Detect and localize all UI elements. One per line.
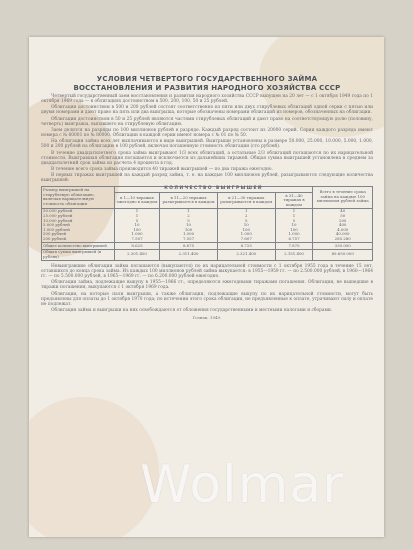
table-col-header: Всего в течение срока займа на каждые 100 миллионов рублей займа xyxy=(313,186,373,208)
prize-count: 100 xyxy=(290,226,298,232)
prize-count: 1.000 xyxy=(288,231,300,237)
prize-count: 1 xyxy=(135,208,139,214)
total-value: 2.301.400 xyxy=(114,249,159,260)
prize-count: 1.000 xyxy=(182,231,195,237)
bond-conditions xyxy=(41,75,373,320)
prize-count: 1 xyxy=(135,212,139,218)
prize-count: 100 xyxy=(184,226,193,232)
total-value: 330.000 xyxy=(313,243,373,250)
prize-count: 5 xyxy=(292,217,296,223)
total-label: Общая сумма выигрышей (в рублях) xyxy=(42,249,115,260)
paragraph: На облигации займа всех лет выплачиваются в виде выигрышей. Выигрыши установлены в размере 50.000, 25.000, 10.000, 5.000, 1.000, 500 и 200 рублей на облигацию в 100 рублей, включая погашенную стоимость облигации (сто рублей). xyxy=(41,139,373,150)
table-body xyxy=(42,208,373,260)
prize-count: 10 xyxy=(134,222,140,228)
prize-amount: 1.000 рублей xyxy=(43,226,70,232)
prize-count: 100 xyxy=(242,226,250,232)
prize-count: 2 xyxy=(187,212,190,218)
prize-count: 1 xyxy=(292,208,296,214)
amount-column xyxy=(42,208,115,242)
prize-count: 285.280 xyxy=(334,235,351,241)
prize-count: 1 xyxy=(292,212,296,218)
paragraph: Четвертый государственный заем восстановления и развития народного хозяйства СССР выпущен на 20 лет — с 1 октября 1949 года по 1 октября 1969 года — в облигациях достоинством в 500, 200, 100, 50 и 25 рублей. xyxy=(41,94,373,105)
table-total-row xyxy=(42,249,373,260)
table-corner-header: Размер выигрышей на стирублевую облигацию, включая нарицательную стоимость облигации xyxy=(42,186,115,208)
count-column xyxy=(217,208,275,242)
prize-count: 10 xyxy=(186,222,191,228)
watermark: Wolmar xyxy=(140,455,345,515)
prize-count: 4.000 xyxy=(337,226,349,232)
prize-amount: 500 рублей xyxy=(43,231,67,237)
prize-count: 7.557 xyxy=(182,235,195,241)
paragraph: Облигации достоинством в 500 и 200 рублей состоят соответственно из пяти или двух стирублевых облигаций одной серии с пятью или двумя номерами и дают право на пять или два выигрыша, которые обозначены номерами облигаций из номеров, обозначенных на облигации. xyxy=(41,105,373,116)
prize-count: 1 xyxy=(245,208,248,214)
prize-amount: 25.000 рублей xyxy=(43,212,73,218)
count-column xyxy=(313,208,373,242)
paragraph: Облигации займа и выигрыши на них освобождаются от обложения государственными и местными налогами и сборами. xyxy=(51,308,333,314)
prize-amount: 10.000 рублей xyxy=(43,217,73,223)
prize-count: 400 xyxy=(338,222,347,228)
prize-amount: 200 рублей xyxy=(43,235,67,241)
total-value: 2.151.400 xyxy=(275,249,313,260)
prize-count: 1 xyxy=(187,208,190,214)
prize-count: 7.507 xyxy=(131,235,143,241)
paragraph: Облигации, на которые пали выигрыши, а также облигации, подлежащие выкупу по их нарицательной стоимости, могут быть предъявлены для оплаты до 1 октября 1970 года; по истечении этого срока облигации, не предъявленные к оплате, утрачивают силу и оплате не подлежат. xyxy=(41,291,373,307)
count-column xyxy=(275,208,313,242)
prize-count: 5 xyxy=(187,217,190,223)
total-value: 2.311.400 xyxy=(160,249,218,260)
prize-count: 2 xyxy=(245,212,248,218)
paragraph: Заем делится на разряды по 100 миллионов рублей в разряде. Каждый разряд состоит из 20000 серий. Серии каждого разряда имеют номера с № 60001 по № 80000. Облигации в каждой серии имеют номера с № 01 по № 50. xyxy=(41,127,373,139)
table-col-header: в 21—30 тиражах разыгрывается в каждом xyxy=(217,193,275,209)
document-title xyxy=(41,75,373,92)
prize-count: 100 xyxy=(133,226,141,232)
total-value: 2.321.400 xyxy=(217,249,275,260)
prize-count: 5 xyxy=(245,217,248,223)
paragraph: Облигации займа, подлежащие выкупу в 1955—1966 гг., определяются ежегодными тиражами погашения. Облигации, не вышедшие в тиражи погашения, выкупаются с 1 октября 1969 года. xyxy=(41,280,373,291)
prize-count: 50 xyxy=(340,212,346,218)
paragraph: Невыигравшие облигации займа погашаются (выкупаются) по их нарицательной стоимости с 1 октября 1955 года в течение 15 лет, оставшихся до конца срока займа. Из каждых 100 миллионов рублей займа выкупается: в 1955—1959 гг. — по 2.500.000 рублей, в 1960—1964 гг. — по 5.500.000 рублей, в 1965—1969 гг. — по 6.200.000 рублей ежегодно. xyxy=(41,263,373,280)
prize-count: 1.000 xyxy=(240,231,252,237)
table-group-header: КОЛИЧЕСТВО ВЫИГРЫШЕЙ xyxy=(114,186,313,193)
paragraph: Облигации достоинством в 50 и 25 рублей являются частями стирублевых облигаций и дают право на соответствующую долю (половину, четверть) выигрыша, выпавшего на стирублевую облигацию. xyxy=(41,116,373,127)
prize-count: 10 xyxy=(243,222,249,228)
paragraph: В течение всего срока займа производится 40 тиражей выигрышей — по два тиража ежегодно. xyxy=(51,167,273,173)
paragraph: В первых тиражах выигрышей на каждый разряд займа, т. е. на каждые 100 миллионов рублей, разыгрываются следующие количества выигрышей: xyxy=(41,173,373,184)
prize-count: 40.000 xyxy=(335,231,350,237)
prize-count: 6.757 xyxy=(288,235,300,241)
table-col-header: в 11—20 тиражах разыгрывается в каждом xyxy=(160,193,218,209)
printer-imprint: Гознак. 1949. xyxy=(192,315,222,321)
title-line: ВОССТАНОВЛЕНИЯ И РАЗВИТИЯ НАРОДНОГО ХОЗЯЙСТВА СССР xyxy=(73,83,341,92)
total-value: 89.650.000 xyxy=(313,249,373,260)
total-value: 8.725 xyxy=(217,243,275,250)
total-value: 7.875 xyxy=(275,243,313,250)
paragraph: В течение двадцатилетнего срока займа выигрывают 1/3 всех облигаций, а остальные 2/3 облигаций погашаются по их нарицательной стоимости. Выигравшая облигация погашается и исключается из дальнейших тиражей. Общая сумма выигрышей установлена в среднем за двадцатилетний срок займа из расчета 4 процента в год. xyxy=(41,150,373,166)
prize-count: 7.607 xyxy=(240,235,252,241)
total-label: Общее количество выигрышей xyxy=(42,243,115,250)
table-col-header: в 31—40 тиражах в каждом xyxy=(275,193,313,209)
count-column xyxy=(160,208,218,242)
count-column xyxy=(114,208,159,242)
title-line: УСЛОВИЯ ЧЕТВЕРТОГО ГОСУДАРСТВЕННОГО ЗАЙМА xyxy=(96,75,318,83)
table-row xyxy=(42,208,373,242)
prize-count: 200 xyxy=(338,217,347,223)
prize-count: 5 xyxy=(135,217,139,223)
total-value: 8.625 xyxy=(114,243,159,250)
table-total-row xyxy=(42,243,373,250)
prize-count: 10 xyxy=(291,222,297,228)
prize-count: 40 xyxy=(340,208,346,214)
prize-count: 1.000 xyxy=(131,231,143,237)
total-value: 8.675 xyxy=(160,243,218,250)
prize-amount: 5.000 рублей xyxy=(43,222,70,228)
table-col-header: в 1—10 тиражах ежегодно в каждом xyxy=(114,193,159,209)
prize-amount: 50.000 рублей xyxy=(43,208,73,214)
prize-table xyxy=(41,186,373,261)
